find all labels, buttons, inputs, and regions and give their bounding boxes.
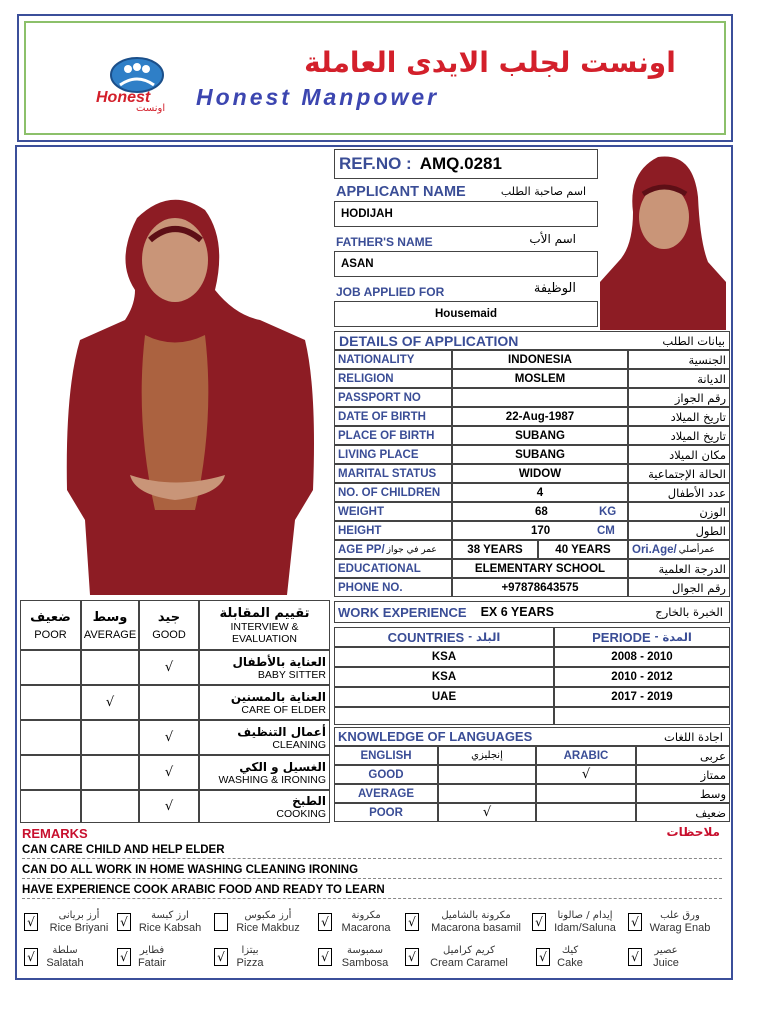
lang-english-average xyxy=(438,784,536,803)
lang-arabic-header-ar: عربى xyxy=(636,746,730,765)
eval-average-ar: وسط xyxy=(92,609,128,625)
detail-value-religion: MOSLEM xyxy=(452,369,628,388)
food-item-cream-caramel xyxy=(424,945,514,969)
phone-value: +97878643575 xyxy=(452,578,628,597)
job-label-ar: الوظيفة xyxy=(533,281,576,296)
food-item-warag-enab xyxy=(644,910,716,934)
detail-value-living: SUBANG xyxy=(452,445,628,464)
eval-poor-ar: ضعيف xyxy=(30,609,71,625)
education-label-ar: الدرجة العلمية xyxy=(628,559,730,578)
eval-row-5-ar: الطبخ xyxy=(292,793,326,808)
food-ar-4: مكرونة xyxy=(351,910,381,921)
detail-label-pob: PLACE OF BIRTH xyxy=(334,426,452,445)
period-label: PERIODE xyxy=(592,629,651,645)
eval-poor: POOR xyxy=(34,628,67,641)
countries-label: COUNTRIES xyxy=(387,629,465,645)
work-experience-value: EX 6 YEARS xyxy=(480,605,554,619)
age-pp-value: 38 YEARS xyxy=(452,540,538,559)
food-item-salatah xyxy=(40,945,90,969)
detail-value-pob: SUBANG xyxy=(452,426,628,445)
lang-arabic-poor xyxy=(536,803,636,822)
detail-value-height: 170 xyxy=(531,524,551,537)
lang-english-poor: √ xyxy=(438,803,536,822)
eval-row-3-good: √ xyxy=(139,720,199,755)
applicant-name-label-ar: اسم صاحبة الطلب xyxy=(500,185,586,198)
period-label-ar: المدة xyxy=(662,630,692,644)
work-country-2: KSA xyxy=(334,667,554,687)
detail-label-living: LIVING PLACE xyxy=(334,445,452,464)
detail-label-marital: MARITAL STATUS xyxy=(334,464,452,483)
detail-value-marital: WIDOW xyxy=(452,464,628,483)
food-en-12: Cream Caramel xyxy=(430,957,508,969)
eval-row-1-poor xyxy=(20,650,81,685)
header-title-ar: اونست لجلب الايدى العاملة xyxy=(304,46,676,79)
detail-label-ar-dob: تاريخ الميلاد xyxy=(628,407,730,426)
eval-row-3-label xyxy=(199,720,330,755)
detail-value-weight: 68 xyxy=(535,505,548,518)
eval-row-3-ar: أعمال التنظيف xyxy=(237,724,326,739)
father-name-label: FATHER'S NAME xyxy=(336,235,433,249)
detail-label-nationality: NATIONALITY xyxy=(334,350,452,369)
remark-line-3: HAVE EXPERIENCE COOK ARABIC FOOD AND READY TO LEARN xyxy=(22,884,722,899)
phone-label: PHONE NO. xyxy=(334,578,452,597)
food-item-pizza xyxy=(230,945,270,969)
work-empty-1 xyxy=(334,707,554,725)
logo-text-ar: اونست xyxy=(136,103,166,114)
food-en-11: Sambosa xyxy=(341,957,389,969)
work-period-3: 2017 - 2019 xyxy=(554,687,730,707)
eval-good-ar: جيد xyxy=(157,609,181,625)
food-check-6: √ xyxy=(532,913,546,931)
food-ar-6: إيدام / صالونا xyxy=(557,910,613,921)
eval-row-4-poor xyxy=(20,755,81,790)
food-ar-8: سلطة xyxy=(52,945,78,956)
period-header xyxy=(554,627,730,647)
eval-row-4-en: WASHING & IRONING xyxy=(218,773,326,786)
age-label-cell xyxy=(334,540,452,559)
work-experience-label: WORK EXPERIENCE xyxy=(338,604,467,620)
eval-row-3-average xyxy=(81,720,139,755)
food-en-7: Warag Enab xyxy=(649,922,711,934)
food-item-rice-briyani xyxy=(44,910,114,934)
food-check-10: √ xyxy=(214,948,228,966)
detail-label-ar-weight: الوزن xyxy=(628,502,730,521)
eval-row-2-average: √ xyxy=(81,685,139,720)
work-period-1: 2008 - 2010 xyxy=(554,647,730,667)
work-experience-row xyxy=(334,601,730,623)
eval-header-poor xyxy=(20,600,81,650)
lang-level-good-ar: ممتاز xyxy=(636,765,730,784)
eval-row-3-en: CLEANING xyxy=(272,738,326,751)
job-label: JOB APPLIED FOR xyxy=(336,285,445,299)
eval-good: GOOD xyxy=(152,628,186,641)
detail-value-passport xyxy=(452,388,628,407)
eval-header-good xyxy=(139,600,199,650)
work-country-1: KSA xyxy=(334,647,554,667)
food-item-cake xyxy=(552,945,588,969)
detail-label-height: HEIGHT xyxy=(334,521,452,540)
food-check-14: √ xyxy=(628,948,642,966)
food-ar-11: سمبوسة xyxy=(346,945,384,956)
detail-label-dob: DATE OF BIRTH xyxy=(334,407,452,426)
food-en-1: Rice Briyani xyxy=(49,922,109,934)
logo-text: Honest xyxy=(96,89,151,106)
eval-row-5-label xyxy=(199,790,330,823)
work-experience-label-ar: الخبرة بالخارج xyxy=(655,605,723,619)
ref-number: AMQ.0281 xyxy=(419,154,502,173)
food-item-sambosa xyxy=(336,945,394,969)
company-logo xyxy=(92,55,177,115)
ref-label: REF.NO : xyxy=(339,154,412,173)
detail-value-dob: 22-Aug-1987 xyxy=(452,407,628,426)
work-empty-2 xyxy=(554,707,730,725)
food-check-4: √ xyxy=(318,913,332,931)
remark-line-1: CAN CARE CHILD AND HELP ELDER xyxy=(22,844,722,859)
food-check-12: √ xyxy=(405,948,419,966)
countries-dash: - xyxy=(468,631,473,643)
ori-age-label-cell xyxy=(628,540,730,559)
lang-level-average-ar: وسط xyxy=(636,784,730,803)
eval-row-1-average xyxy=(81,650,139,685)
remarks-label-ar: ملاحظات xyxy=(666,825,720,839)
detail-value-height-cell xyxy=(452,521,628,540)
lang-english-header: ENGLISH xyxy=(334,746,438,765)
eval-row-1-good: √ xyxy=(139,650,199,685)
ref-row xyxy=(334,149,598,179)
applicant-name-value: HODIJAH xyxy=(334,201,598,227)
eval-header-average xyxy=(81,600,139,650)
detail-label-ar-marital: الحالة الإجتماعية xyxy=(628,464,730,483)
lang-level-poor-ar: ضعيف xyxy=(636,803,730,822)
food-ar-1: أرز بريانى xyxy=(58,910,100,921)
education-value: ELEMENTARY SCHOOL xyxy=(452,559,628,578)
food-check-7: √ xyxy=(628,913,642,931)
applicant-photo-full xyxy=(55,190,330,595)
details-title-ar: بيانات الطلب xyxy=(662,333,725,348)
applicant-name-label: APPLICANT NAME xyxy=(336,184,466,200)
food-ar-5: مكرونة بالشاميل xyxy=(441,910,511,921)
detail-label-ar-height: الطول xyxy=(628,521,730,540)
food-en-9: Fatair xyxy=(137,957,167,969)
food-check-11: √ xyxy=(318,948,332,966)
food-ar-7: ورق علب xyxy=(660,910,700,921)
father-name-value: ASAN xyxy=(334,251,598,277)
age-label: AGE PP/ xyxy=(338,543,385,556)
ori-age-label: Ori.Age/ xyxy=(632,543,677,556)
food-en-14: Juice xyxy=(653,957,679,969)
eval-row-2-poor xyxy=(20,685,81,720)
detail-value-nationality: INDONESIA xyxy=(452,350,628,369)
details-title: DETAILS OF APPLICATION xyxy=(339,332,519,349)
languages-title-ar: اجادة اللغات xyxy=(664,729,723,744)
lang-english-header-ar: إنجليزي xyxy=(438,746,536,765)
period-dash: - xyxy=(654,631,659,643)
eval-row-1-ar: العناية بالأطفال xyxy=(232,654,326,669)
applicant-photo-portrait xyxy=(598,152,728,330)
lang-english-good xyxy=(438,765,536,784)
eval-row-2-label xyxy=(199,685,330,720)
eval-row-5-average xyxy=(81,790,139,823)
eval-title: INTERVIEW & EVALUATION xyxy=(230,620,299,645)
eval-row-5-en: COOKING xyxy=(276,807,326,820)
eval-row-4-ar: الغسيل و الكي xyxy=(239,759,326,774)
detail-label-weight: WEIGHT xyxy=(334,502,452,521)
lang-arabic-good: √ xyxy=(536,765,636,784)
food-ar-14: عصير xyxy=(654,945,678,956)
lang-level-average: AVERAGE xyxy=(334,784,438,803)
food-item-fatair xyxy=(132,945,172,969)
food-check-3 xyxy=(214,913,228,931)
food-item-macarona-basamil xyxy=(424,910,528,934)
detail-label-religion: RELIGION xyxy=(334,369,452,388)
eval-row-4-good: √ xyxy=(139,755,199,790)
remarks-label: REMARKS xyxy=(22,826,88,841)
detail-unit-weight: KG xyxy=(599,505,617,518)
ori-age-label-ar: عمرأصلي xyxy=(678,544,715,555)
food-en-8: Salatah xyxy=(46,957,84,969)
food-check-2: √ xyxy=(117,913,131,931)
food-item-juice xyxy=(646,945,686,969)
age-ori-value: 40 YEARS xyxy=(538,540,628,559)
lang-arabic-average xyxy=(536,784,636,803)
countries-label-ar: البلد xyxy=(476,630,501,644)
eval-row-1-label xyxy=(199,650,330,685)
eval-row-2-ar: العناية بالمسنين xyxy=(230,689,326,704)
eval-row-5-poor xyxy=(20,790,81,823)
eval-row-2-good xyxy=(139,685,199,720)
food-ar-2: ارز كبسة xyxy=(151,910,189,921)
eval-average: AVERAGE xyxy=(83,628,137,641)
lang-level-good: GOOD xyxy=(334,765,438,784)
detail-label-ar-pob: تاريخ الميلاد xyxy=(628,426,730,445)
food-check-5: √ xyxy=(405,913,419,931)
remark-line-2: CAN DO ALL WORK IN HOME WASHING CLEANING IRONING xyxy=(22,864,722,879)
education-label: EDUCATIONAL xyxy=(334,559,452,578)
food-ar-3: أرز مكبوس xyxy=(244,910,292,921)
languages-header xyxy=(334,727,730,746)
food-ar-12: كريم كراميل xyxy=(443,945,495,956)
work-period-2: 2010 - 2012 xyxy=(554,667,730,687)
father-name-label-ar: اسم الأب xyxy=(529,232,576,246)
job-value: Housemaid xyxy=(334,301,598,327)
detail-unit-height: CM xyxy=(597,524,615,537)
food-ar-13: كيك xyxy=(561,945,579,956)
food-item-macarona xyxy=(336,910,396,934)
languages-title: KNOWLEDGE OF LANGUAGES xyxy=(338,729,533,744)
food-en-13: Cake xyxy=(557,957,583,969)
lang-level-poor: POOR xyxy=(334,803,438,822)
eval-row-3-poor xyxy=(20,720,81,755)
food-check-9: √ xyxy=(117,948,131,966)
eval-row-4-label xyxy=(199,755,330,790)
food-item-idam-saluna xyxy=(549,910,621,934)
eval-header-title xyxy=(199,600,330,650)
phone-label-ar: رقم الجوال xyxy=(628,578,730,597)
detail-label-children: NO. OF CHILDREN xyxy=(334,483,452,502)
eval-row-5-good: √ xyxy=(139,790,199,823)
age-label-ar: عمر في جواز xyxy=(386,544,437,555)
eval-row-4-average xyxy=(81,755,139,790)
food-check-13: √ xyxy=(536,948,550,966)
food-ar-9: فطاير xyxy=(139,945,165,956)
eval-title-ar: تقييم المقابلة xyxy=(219,605,310,621)
food-en-6: Idam/Saluna xyxy=(554,922,616,934)
detail-value-children: 4 xyxy=(452,483,628,502)
detail-label-ar-passport: رقم الجواز xyxy=(628,388,730,407)
food-en-3: Rice Makbuz xyxy=(236,922,300,934)
detail-label-ar-living: مكان الميلاد xyxy=(628,445,730,464)
food-en-5: Macarona basamil xyxy=(431,922,521,934)
eval-row-2-en: CARE OF ELDER xyxy=(241,703,326,716)
food-en-10: Pizza xyxy=(236,957,264,969)
header-title-en: Honest Manpower xyxy=(196,84,440,110)
food-en-2: Rice Kabsah xyxy=(138,922,202,934)
detail-label-passport: PASSPORT NO xyxy=(334,388,452,407)
food-check-8: √ xyxy=(24,948,38,966)
food-en-4: Macarona xyxy=(341,922,391,934)
details-header xyxy=(334,331,730,350)
food-check-1: √ xyxy=(24,913,38,931)
food-item-rice-makbuz xyxy=(232,910,304,934)
detail-value-weight-cell xyxy=(452,502,628,521)
detail-label-ar-religion: الديانة xyxy=(628,369,730,388)
detail-label-ar-children: عدد الأطفال xyxy=(628,483,730,502)
eval-row-1-en: BABY SITTER xyxy=(257,668,326,681)
food-item-rice-kabsah xyxy=(134,910,206,934)
work-country-3: UAE xyxy=(334,687,554,707)
countries-header xyxy=(334,627,554,647)
lang-arabic-header: ARABIC xyxy=(536,746,636,765)
detail-label-ar-nationality: الجنسية xyxy=(628,350,730,369)
food-ar-10: بيتزا xyxy=(241,945,259,956)
